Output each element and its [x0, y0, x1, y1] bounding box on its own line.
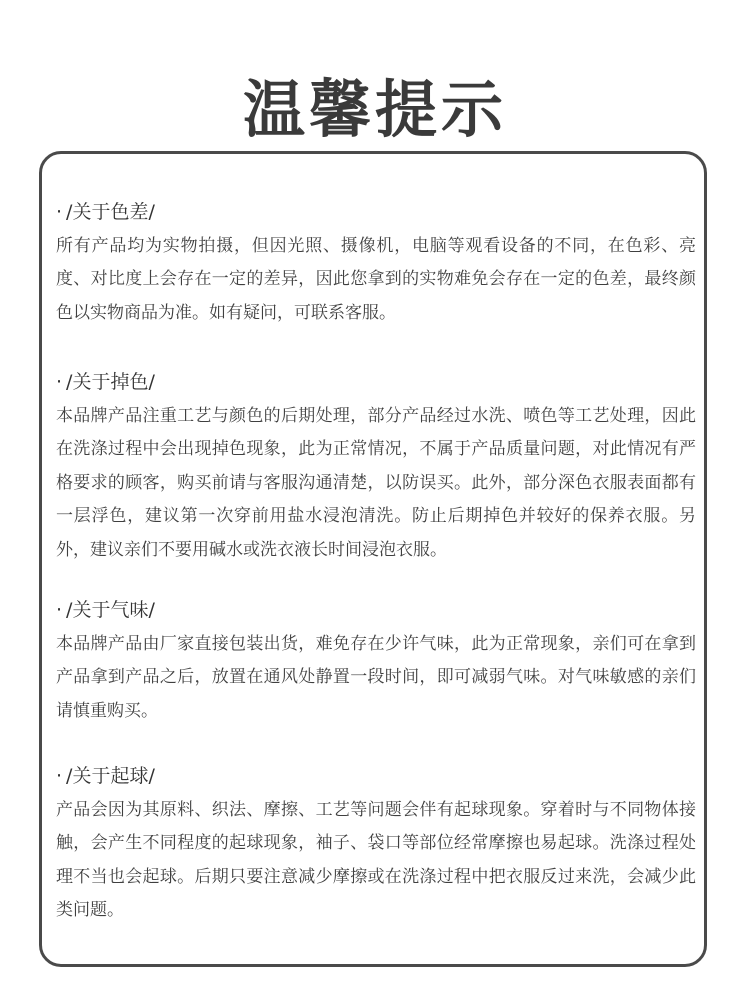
section-body: 所有产品均为实物拍摄，但因光照、摄像机，电脑等观看设备的不同，在色彩、亮度、对比度上会存在一定的差异，因此您拿到的实物难免会存在一定的色差，最终颜色以实物商品为准。如有疑问，可联系客服。	[56, 236, 696, 323]
section-body: 产品会因为其原料、织法、摩擦、工艺等问题会伴有起球现象。穿着时与不同物体接触，会产生不同程度的起球现象，袖子、袋口等部位经常摩擦也易起球。洗涤过程处理不当也会起球。后期只要注意减少摩擦或在洗涤过程中把衣服反过来洗，会减少此类问题。	[56, 800, 696, 921]
section-body: 本品牌产品由厂家直接包装出货，难免存在少许气味，此为正常现象，亲们可在拿到产品拿到产品之后，放置在通风处静置一段时间，即可减弱气味。对气味敏感的亲们请慎重购买。	[56, 634, 696, 721]
section-heading	[56, 761, 696, 791]
section-color-difference	[56, 197, 696, 330]
section-heading-text: /关于掉色/	[66, 371, 155, 393]
bullet-dot: ·	[56, 765, 63, 787]
section-heading	[56, 367, 696, 397]
section-heading	[56, 595, 696, 625]
section-body: 本品牌产品注重工艺与颜色的后期处理，部分产品经过水洗、喷色等工艺处理，因此在洗涤过程中会出现掉色现象，此为正常情况，不属于产品质量问题，对此情况有严格要求的顾客，购买前请与客服沟通清楚，以防误买。此外，部分深色衣服表面都有一层浮色，建议第一次穿前用盐水浸泡清洗。防止后期掉色并较好的保养衣服。另外，建议亲们不要用碱水或洗衣液长时间浸泡衣服。	[56, 406, 696, 560]
bullet-dot: ·	[56, 201, 63, 223]
section-heading-text: /关于色差/	[66, 201, 155, 223]
bullet-dot: ·	[56, 371, 63, 393]
bullet-dot: ·	[56, 599, 63, 621]
section-heading-text: /关于气味/	[66, 599, 155, 621]
page-title: 温馨提示	[242, 72, 507, 146]
notice-box	[39, 151, 707, 967]
section-odor	[56, 595, 696, 728]
section-pilling	[56, 761, 696, 928]
section-heading-text: /关于起球/	[66, 765, 155, 787]
section-heading	[56, 197, 696, 227]
section-fading	[56, 367, 696, 567]
